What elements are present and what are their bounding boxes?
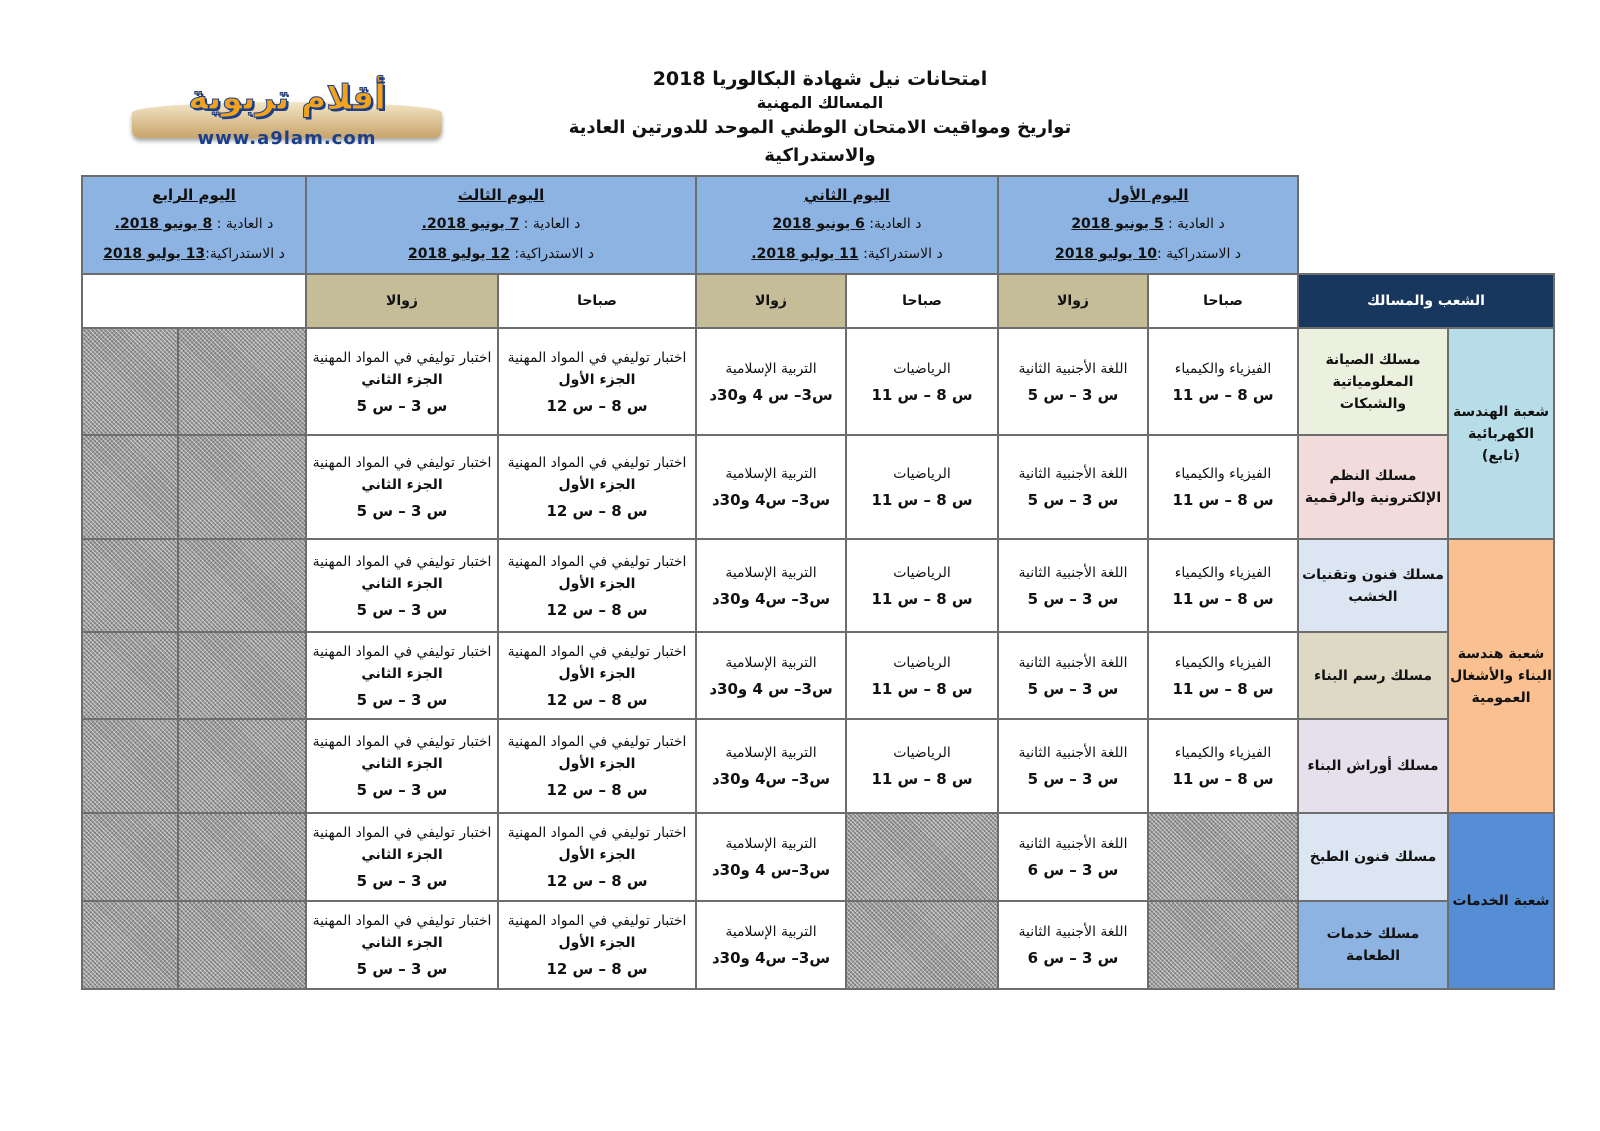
subject: التربية الإسلامية: [725, 745, 817, 761]
exam-time: س 8 – س 11: [871, 491, 973, 509]
exam-part: الجزء الثاني: [361, 371, 443, 388]
normal-session-date: [697, 209, 997, 239]
subject: اختبار توليفي في المواد المهنية: [507, 455, 687, 471]
exam-time: س3– س 4 و30د: [709, 679, 833, 698]
normal-date: 6 يونيو 2018: [772, 216, 865, 232]
day-3-morning-exam: [498, 901, 696, 989]
day-1-afternoon-exam: [998, 813, 1148, 901]
branch-services: شعبة الخدمات: [1448, 813, 1554, 989]
day-3-morning-exam: [498, 632, 696, 719]
subject: اللغة الأجنبية الثانية: [1018, 360, 1128, 377]
subject: اختبار توليفي في المواد المهنية: [312, 455, 492, 471]
day-2-afternoon-exam: [696, 632, 846, 719]
branches-header: الشعب والمسالك: [1298, 274, 1554, 328]
exam-description: تواريخ ومواقيت الامتحان الوطني الموحد للدورتين العادية والاستدراكية: [568, 117, 1072, 166]
no-exam-cell: [178, 435, 306, 539]
day-3-afternoon-exam: [306, 435, 498, 539]
subject: اللغة الأجنبية الثانية: [1018, 745, 1128, 761]
subject: اختبار توليفي في المواد المهنية: [507, 643, 687, 660]
no-exam-cell: [82, 901, 178, 989]
subject: الفيزياء والكيمياء: [1174, 745, 1272, 761]
track-label: مسلك أوراش البناء: [1298, 719, 1448, 813]
catchup-date: 11 يوليو 2018.: [751, 246, 859, 262]
catchup-date: 13 يوليو 2018: [103, 246, 206, 262]
day-2-afternoon-exam: [696, 813, 846, 901]
exam-time: س 8 – س 11: [1172, 589, 1274, 608]
day-1-afternoon-exam: [998, 328, 1148, 435]
normal-date: 8 يونيو 2018.: [114, 216, 213, 232]
day-1-morning-exam: [1148, 435, 1298, 539]
day-1-afternoon-exam: [998, 539, 1148, 632]
exam-time: س 8 – س 11: [871, 385, 973, 404]
catchup-date: 12 يوليو 2018: [407, 246, 510, 262]
subject: الفيزياء والكيمياء: [1174, 466, 1272, 482]
exam-time: س 8 – س 12: [546, 396, 648, 415]
day-3-morning-exam: [498, 813, 696, 901]
exam-part: الجزء الثاني: [361, 665, 443, 682]
subject: اختبار توليفي في المواد المهنية: [507, 825, 687, 841]
no-exam-cell: [1148, 813, 1298, 901]
day-name: اليوم الأول: [1107, 186, 1189, 204]
exam-time: س 8 – س 12: [546, 781, 648, 799]
normal-label: د العادية :: [216, 216, 274, 232]
sessions-header-row: [82, 274, 1554, 328]
day-name: اليوم الثالث: [457, 186, 545, 204]
day-2-morning-exam: [846, 539, 998, 632]
day-3-afternoon-exam: [306, 539, 498, 632]
catchup-label: د الاستدراكية :: [1156, 246, 1242, 262]
subject: اختبار توليفي في المواد المهنية: [312, 825, 492, 841]
subject: اختبار توليفي في المواد المهنية: [312, 553, 492, 570]
track-label: مسلك النظم الإلكترونية والرقمية: [1298, 435, 1448, 539]
day-3-morning-exam: [498, 719, 696, 813]
normal-session-date: [83, 209, 305, 239]
day-2-afternoon-exam: [696, 719, 846, 813]
table-row: [82, 435, 1554, 539]
exam-title: امتحانات نيل شهادة البكالوريا 2018: [652, 68, 988, 90]
catchup-session-date: [83, 239, 305, 269]
no-exam-cell: [82, 435, 178, 539]
subject: التربية الإسلامية: [725, 924, 817, 940]
subject: اللغة الأجنبية الثانية: [1018, 466, 1128, 482]
exam-part: الجزء الأول: [558, 756, 636, 772]
day-name: اليوم الثاني: [804, 186, 890, 204]
exam-time: س 8 – س 12: [546, 872, 648, 890]
day-2-afternoon-exam: [696, 539, 846, 632]
exam-part: الجزء الأول: [558, 371, 636, 388]
exam-time: س3–س 4 و30د: [711, 861, 831, 879]
exam-time: س 8 – س 11: [1172, 491, 1274, 509]
exam-time: س3– س4 و30د: [711, 949, 831, 967]
subject: التربية الإسلامية: [725, 466, 817, 482]
subject: الفيزياء والكيمياء: [1174, 360, 1272, 377]
catchup-label: د الاستدراكية:: [205, 246, 285, 262]
subject: التربية الإسلامية: [725, 654, 817, 671]
day-2-afternoon-exam: [696, 901, 846, 989]
exam-time: س 8 – س 11: [1172, 679, 1274, 698]
subject: الرياضيات: [893, 466, 951, 482]
subject: اختبار توليفي في المواد المهنية: [312, 349, 492, 366]
no-exam-cell: [178, 719, 306, 813]
table-row: [82, 632, 1554, 719]
day-2-morning-exam: [846, 719, 998, 813]
subject: اختبار توليفي في المواد المهنية: [507, 553, 687, 570]
exam-subtitle: المسالك المهنية: [756, 93, 884, 112]
exam-time: س 3 – س 5: [356, 872, 448, 890]
no-exam-cell: [82, 719, 178, 813]
no-exam-cell: [846, 813, 998, 901]
subject: اختبار توليفي في المواد المهنية: [507, 734, 687, 750]
normal-label: د العادية :: [1168, 216, 1225, 232]
branch-electrical: شعبة الهندسة الكهربائية (تابع): [1448, 328, 1554, 539]
exam-time: س 3 – س 6: [1027, 861, 1119, 879]
day-1-afternoon-exam: [998, 901, 1148, 989]
no-exam-cell: [82, 539, 178, 632]
exam-part: الجزء الثاني: [361, 575, 443, 592]
catchup-session-date: [999, 239, 1297, 269]
no-exam-cell: [82, 328, 178, 435]
no-exam-cell: [178, 813, 306, 901]
day-2-afternoon-exam: [696, 328, 846, 435]
subject: اختبار توليفي في المواد المهنية: [507, 349, 687, 366]
day-2-morning-header: صباحا: [846, 274, 998, 328]
exam-time: س3– س 4 و30د: [709, 385, 833, 404]
subject: اللغة الأجنبية الثانية: [1018, 836, 1128, 852]
normal-label: د العادية:: [869, 216, 922, 232]
exam-part: الجزء الأول: [558, 935, 636, 951]
day-3-afternoon-header: زوالا: [306, 274, 498, 328]
normal-label: د العادية :: [523, 216, 581, 232]
day-2-morning-exam: [846, 435, 998, 539]
subject: التربية الإسلامية: [725, 564, 817, 581]
day-3-afternoon-exam: [306, 813, 498, 901]
catchup-session-date: [307, 239, 695, 269]
day-1-afternoon-exam: [998, 435, 1148, 539]
subject: التربية الإسلامية: [725, 360, 817, 377]
day-3-header: [306, 176, 696, 274]
normal-session-date: [307, 209, 695, 239]
exam-time: س 8 – س 11: [871, 770, 973, 788]
subject: الرياضيات: [893, 654, 951, 671]
exam-time: س 3 – س 5: [356, 781, 448, 799]
day-name: اليوم الرابع: [152, 186, 236, 204]
day-1-header: [998, 176, 1298, 274]
no-exam-cell: [82, 632, 178, 719]
subject: التربية الإسلامية: [725, 836, 817, 852]
day-1-morning-exam: [1148, 719, 1298, 813]
exam-time: س 8 – س 11: [871, 589, 973, 608]
table-row: [82, 901, 1554, 989]
exam-part: الجزء الأول: [558, 665, 636, 682]
exam-time: س 8 – س 12: [546, 600, 648, 619]
day-3-morning-exam: [498, 539, 696, 632]
exam-time: س 3 – س 5: [1027, 385, 1119, 404]
exam-time: س 3 – س 5: [356, 690, 448, 709]
exam-time: س3– س4 و30د: [711, 491, 831, 509]
exam-time: س 3 – س 5: [356, 396, 448, 415]
day-3-afternoon-exam: [306, 901, 498, 989]
subject: اللغة الأجنبية الثانية: [1018, 924, 1128, 940]
exam-time: س 8 – س 12: [546, 690, 648, 709]
exam-time: س3– س4 و30د: [711, 589, 831, 608]
day-3-afternoon-exam: [306, 632, 498, 719]
exam-time: س 8 – س 12: [546, 960, 648, 978]
normal-session-date: [999, 209, 1297, 239]
subject: اللغة الأجنبية الثانية: [1018, 564, 1128, 581]
day-3-morning-header: صباحا: [498, 274, 696, 328]
day-3-afternoon-exam: [306, 328, 498, 435]
track-label: مسلك فنون الطبخ: [1298, 813, 1448, 901]
no-exam-cell: [178, 901, 306, 989]
exam-time: س 3 – س 5: [1027, 679, 1119, 698]
exam-part: الجزء الثاني: [361, 847, 443, 863]
day-1-afternoon-header: زوالا: [998, 274, 1148, 328]
exam-time: س 3 – س 5: [356, 960, 448, 978]
logo-url: www.a9lam.com: [197, 128, 377, 149]
subject: الفيزياء والكيمياء: [1174, 654, 1272, 671]
no-exam-cell: [178, 539, 306, 632]
day-3-morning-exam: [498, 435, 696, 539]
subject: اختبار توليفي في المواد المهنية: [312, 913, 492, 929]
exam-part: الجزء الثاني: [361, 935, 443, 951]
day-4-header: [82, 176, 306, 274]
exam-time: س 8 – س 11: [871, 679, 973, 698]
catchup-label: د الاستدراكية:: [514, 246, 595, 262]
day-2-afternoon-header: زوالا: [696, 274, 846, 328]
day-2-afternoon-exam: [696, 435, 846, 539]
day-3-morning-exam: [498, 328, 696, 435]
subject: الرياضيات: [893, 745, 951, 761]
day-1-morning-exam: [1148, 539, 1298, 632]
day-4-sessions-header: [82, 274, 306, 328]
day-3-afternoon-exam: [306, 719, 498, 813]
exam-time: س 3 – س 5: [356, 502, 448, 520]
exam-time: س 8 – س 11: [1172, 385, 1274, 404]
exam-part: الجزء الأول: [558, 847, 636, 863]
day-1-morning-header: صباحا: [1148, 274, 1298, 328]
exam-time: س 3 – س 6: [1027, 949, 1119, 967]
exam-time: س 8 – س 11: [1172, 770, 1274, 788]
day-1-morning-exam: [1148, 632, 1298, 719]
no-exam-cell: [178, 328, 306, 435]
exam-schedule-table: [81, 175, 1555, 990]
exam-time: س 3 – س 5: [1027, 589, 1119, 608]
day-1-afternoon-exam: [998, 632, 1148, 719]
exam-part: الجزء الثاني: [361, 477, 443, 493]
subject: اختبار توليفي في المواد المهنية: [507, 913, 687, 929]
exam-time: س3– س4 و30د: [711, 770, 831, 788]
document-header: [520, 66, 1120, 170]
days-header-row: [82, 176, 1554, 274]
no-exam-cell: [846, 901, 998, 989]
table-row: [82, 328, 1554, 435]
normal-date: 5 يونيو 2018: [1071, 216, 1164, 232]
catchup-label: د الاستدراكية:: [863, 246, 943, 262]
subject: اللغة الأجنبية الثانية: [1018, 654, 1128, 671]
empty-corner: [1298, 176, 1554, 274]
day-1-afternoon-exam: [998, 719, 1148, 813]
exam-time: س 3 – س 5: [1027, 770, 1119, 788]
logo-name: أقلام تربوية: [188, 78, 386, 118]
table-row: [82, 719, 1554, 813]
no-exam-cell: [1148, 901, 1298, 989]
track-label: مسلك الصيانة المعلومياتية والشبكات: [1298, 328, 1448, 435]
subject: اختبار توليفي في المواد المهنية: [312, 734, 492, 750]
table-row: [82, 813, 1554, 901]
branch-construction: شعبة هندسة البناء والأشغال العمومية: [1448, 539, 1554, 813]
day-1-morning-exam: [1148, 328, 1298, 435]
catchup-session-date: [697, 239, 997, 269]
track-label: مسلك خدمات الطعامة: [1298, 901, 1448, 989]
no-exam-cell: [82, 813, 178, 901]
day-2-header: [696, 176, 998, 274]
subject: الرياضيات: [893, 564, 951, 581]
exam-time: س 3 – س 5: [356, 600, 448, 619]
exam-time: س 8 – س 12: [546, 502, 648, 520]
exam-part: الجزء الأول: [558, 575, 636, 592]
exam-time: س 3 – س 5: [1027, 491, 1119, 509]
day-2-morning-exam: [846, 328, 998, 435]
day-2-morning-exam: [846, 632, 998, 719]
track-label: مسلك رسم البناء: [1298, 632, 1448, 719]
track-label: مسلك فنون وتقنيات الخشب: [1298, 539, 1448, 632]
site-logo: [122, 78, 452, 158]
table-row: [82, 539, 1554, 632]
no-exam-cell: [178, 632, 306, 719]
subject: الفيزياء والكيمياء: [1174, 564, 1272, 581]
normal-date: 7 يونيو 2018.: [421, 216, 520, 232]
subject: اختبار توليفي في المواد المهنية: [312, 643, 492, 660]
exam-part: الجزء الثاني: [361, 756, 443, 772]
subject: الرياضيات: [893, 360, 951, 377]
exam-part: الجزء الأول: [558, 477, 636, 493]
catchup-date: 10 يوليو 2018: [1054, 246, 1157, 262]
